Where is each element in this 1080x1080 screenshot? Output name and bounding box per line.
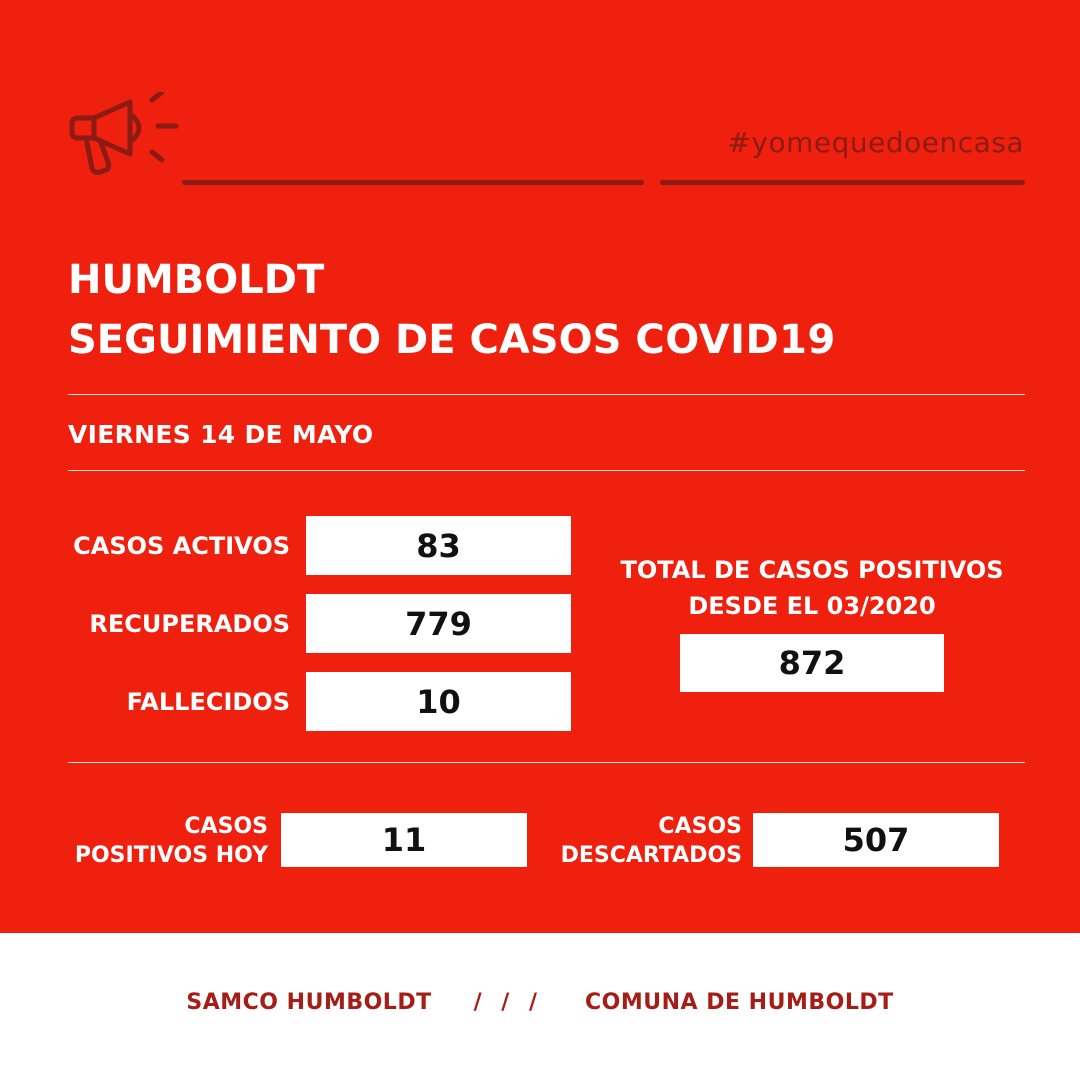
positive-today-label <box>75 812 268 870</box>
header-rule-left <box>182 180 644 185</box>
divider-bottom <box>68 762 1025 763</box>
total-cases-label-line1: TOTAL DE CASOS POSITIVOS <box>620 556 1004 584</box>
recovered-label: RECUPERADOS <box>89 610 290 638</box>
recovered-value: 779 <box>306 594 571 653</box>
positive-today-value: 11 <box>281 813 527 867</box>
footer-separator: / / / <box>473 990 544 1015</box>
footer-right: COMUNA DE HUMBOLDT <box>585 990 894 1015</box>
title-prefix: SEGUIMIENTO DE CASOS <box>68 317 636 363</box>
title-emphasis: COVID19 <box>635 317 836 363</box>
discarded-label-line2: DESCARTADOS <box>560 843 742 868</box>
discarded-value: 507 <box>753 813 999 867</box>
discarded-label-line1: CASOS <box>658 814 742 839</box>
header-rule-right <box>660 180 1025 185</box>
active-cases-value: 83 <box>306 516 571 575</box>
megaphone-icon <box>64 92 182 184</box>
hashtag-text: #yomequedoencasa <box>727 126 1024 159</box>
positive-today-label-line2: POSITIVOS HOY <box>74 843 268 868</box>
positive-today-label-line1: CASOS <box>184 814 268 839</box>
page-title <box>68 250 836 370</box>
deceased-value: 10 <box>306 672 571 731</box>
deceased-label: FALLECIDOS <box>126 688 290 716</box>
divider-top <box>68 394 1025 395</box>
divider-date <box>68 470 1025 471</box>
title-line-2 <box>68 310 836 370</box>
discarded-label <box>561 812 742 870</box>
footer <box>0 990 1080 1015</box>
total-cases-label <box>612 552 1012 624</box>
title-line-1: HUMBOLDT <box>68 257 325 303</box>
footer-left: SAMCO HUMBOLDT <box>186 990 432 1015</box>
active-cases-label: CASOS ACTIVOS <box>73 532 290 560</box>
report-date: VIERNES 14 DE MAYO <box>68 420 374 449</box>
total-cases-label-line2: DESDE EL 03/2020 <box>688 592 936 620</box>
total-cases-value: 872 <box>680 634 944 692</box>
